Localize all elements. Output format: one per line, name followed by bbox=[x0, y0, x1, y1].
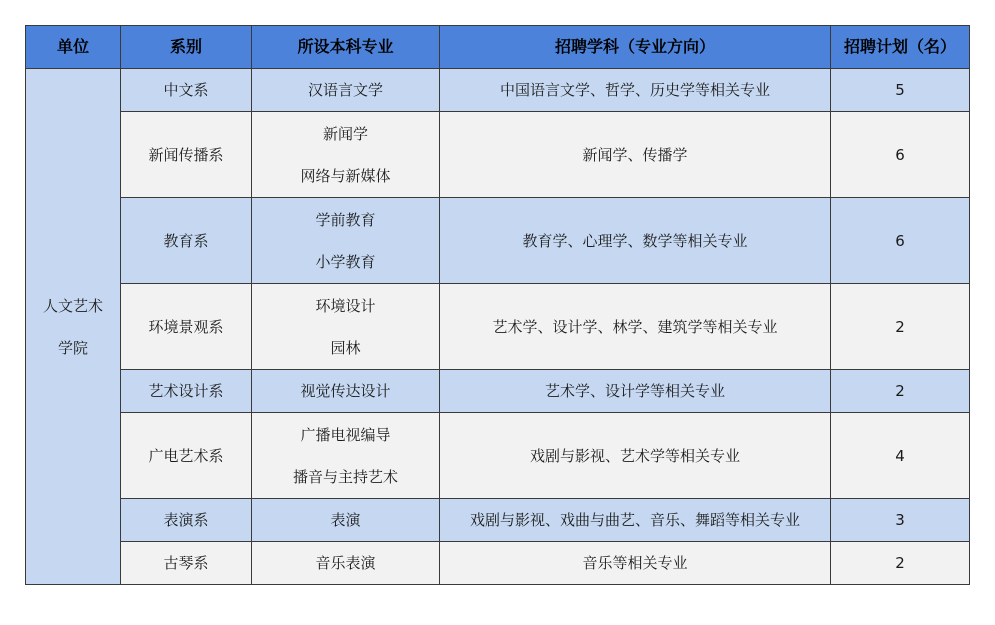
header-discipline: 招聘学科（专业方向） bbox=[440, 26, 831, 69]
discipline-cell: 戏剧与影视、艺术学等相关专业 bbox=[440, 413, 831, 499]
header-department: 系别 bbox=[121, 26, 252, 69]
unit-name-line1: 人文艺术 bbox=[42, 296, 103, 315]
discipline-cell: 艺术学、设计学等相关专业 bbox=[440, 370, 831, 413]
discipline-cell: 音乐等相关专业 bbox=[440, 542, 831, 585]
discipline-cell: 教育学、心理学、数学等相关专业 bbox=[440, 198, 831, 284]
table-row bbox=[26, 69, 970, 112]
department-cell: 教育系 bbox=[121, 198, 252, 284]
major-name: 园林 bbox=[330, 338, 361, 357]
department-cell: 广电艺术系 bbox=[121, 413, 252, 499]
major-name: 学前教育 bbox=[315, 210, 376, 229]
plan-cell: 2 bbox=[831, 370, 970, 413]
major-cell bbox=[252, 284, 440, 370]
header-plan: 招聘计划（名） bbox=[831, 26, 970, 69]
department-cell: 新闻传播系 bbox=[121, 112, 252, 198]
major-name: 环境设计 bbox=[315, 296, 376, 315]
table-row bbox=[26, 413, 970, 499]
unit-cell bbox=[26, 69, 121, 585]
major-name: 小学教育 bbox=[315, 252, 376, 271]
table-row bbox=[26, 370, 970, 413]
table-row bbox=[26, 499, 970, 542]
major-name: 广播电视编导 bbox=[300, 425, 391, 444]
department-cell: 古琴系 bbox=[121, 542, 252, 585]
major-cell bbox=[252, 542, 440, 585]
major-cell bbox=[252, 499, 440, 542]
major-cell bbox=[252, 69, 440, 112]
plan-cell: 6 bbox=[831, 112, 970, 198]
header-major: 所设本科专业 bbox=[252, 26, 440, 69]
table-row bbox=[26, 112, 970, 198]
department-cell: 艺术设计系 bbox=[121, 370, 252, 413]
major-name: 音乐表演 bbox=[315, 554, 376, 572]
discipline-cell: 新闻学、传播学 bbox=[440, 112, 831, 198]
major-name: 网络与新媒体 bbox=[300, 166, 391, 185]
major-name: 播音与主持艺术 bbox=[292, 467, 398, 486]
department-cell: 中文系 bbox=[121, 69, 252, 112]
major-cell bbox=[252, 413, 440, 499]
table-row bbox=[26, 284, 970, 370]
table-row bbox=[26, 542, 970, 585]
plan-cell: 3 bbox=[831, 499, 970, 542]
header-unit: 单位 bbox=[26, 26, 121, 69]
discipline-cell: 戏剧与影视、戏曲与曲艺、音乐、舞蹈等相关专业 bbox=[440, 499, 831, 542]
major-cell bbox=[252, 198, 440, 284]
major-cell bbox=[252, 112, 440, 198]
unit-name-line2: 学院 bbox=[57, 338, 88, 357]
plan-cell: 2 bbox=[831, 284, 970, 370]
department-cell: 表演系 bbox=[121, 499, 252, 542]
major-name: 表演 bbox=[330, 511, 361, 529]
plan-cell: 2 bbox=[831, 542, 970, 585]
recruitment-table bbox=[25, 25, 970, 585]
discipline-cell: 艺术学、设计学、林学、建筑学等相关专业 bbox=[440, 284, 831, 370]
department-cell: 环境景观系 bbox=[121, 284, 252, 370]
major-cell bbox=[252, 370, 440, 413]
major-name: 新闻学 bbox=[322, 124, 368, 143]
discipline-cell: 中国语言文学、哲学、历史学等相关专业 bbox=[440, 69, 831, 112]
plan-cell: 6 bbox=[831, 198, 970, 284]
table-header-row bbox=[26, 26, 970, 69]
plan-cell: 4 bbox=[831, 413, 970, 499]
major-name: 汉语言文学 bbox=[307, 81, 383, 99]
major-name: 视觉传达设计 bbox=[300, 382, 391, 400]
plan-cell: 5 bbox=[831, 69, 970, 112]
table-row bbox=[26, 198, 970, 284]
